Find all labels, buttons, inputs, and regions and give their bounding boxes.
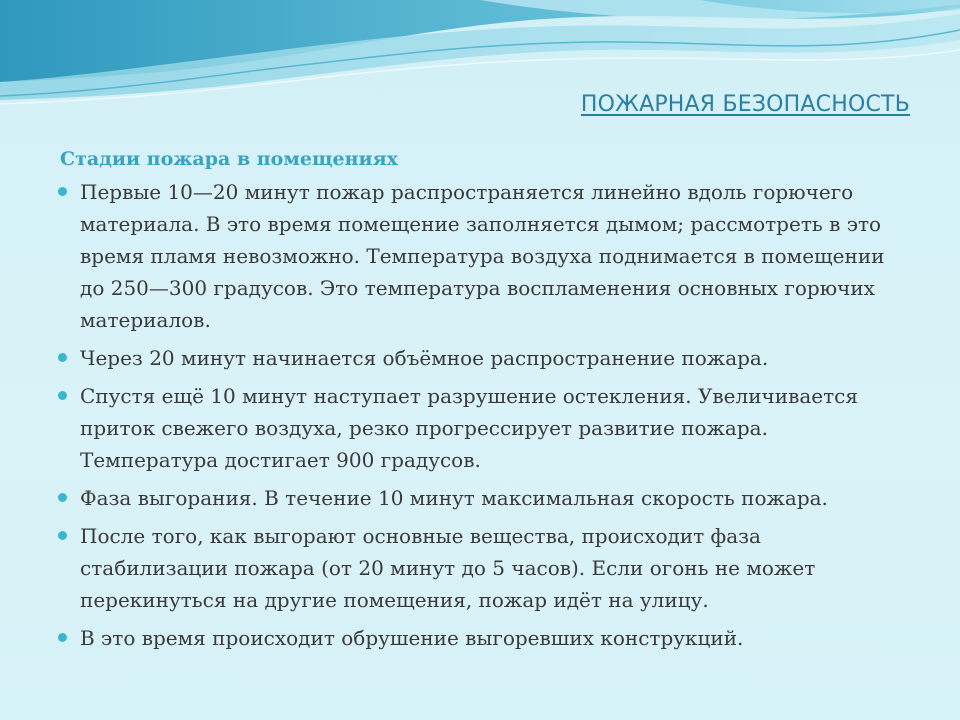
bullet-text: Фаза выгорания. В течение 10 минут максимальная скорость пожара. (80, 486, 828, 510)
bullet-text: В это время происходит обрушение выгоревших конструкций. (80, 626, 744, 650)
bullet-item (58, 342, 908, 374)
slide-content (58, 148, 908, 660)
bullet-item (58, 622, 908, 654)
bullet-item (58, 520, 908, 616)
bullet-dot-icon (58, 353, 67, 362)
bullet-item (58, 482, 908, 514)
bullet-list (58, 176, 908, 654)
bullet-text: После того, как выгорают основные вещества, происходит фаза стабилизации пожара (от 20 минут до 5 часов). Если огонь не может перекинуться на другие помещения, пожар идёт на улицу. (80, 524, 816, 612)
slide-subtitle: Стадии пожара в помещениях (60, 148, 398, 170)
slide-title: ПОЖАРНАЯ БЕЗОПАСНОСТЬ (580, 92, 910, 117)
bullet-item (58, 176, 908, 336)
bullet-dot-icon (58, 187, 67, 196)
bullet-text: Спустя ещё 10 минут наступает разрушение остекления. Увеличивается приток свежего воздуха, резко прогрессирует развитие пожара. Температура достигает 900 градусов. (80, 384, 858, 472)
bullet-dot-icon (58, 633, 67, 642)
bullet-text: Через 20 минут начинается объёмное распространение пожара. (80, 346, 769, 370)
bullet-text: Первые 10—20 минут пожар распространяется линейно вдоль горючего материала. В это время помещение заполняется дымом; рассмотреть в это время пламя невозможно. Температура воздуха поднимается в помещении до 250—300 градусов. Это температура воспламенения основных горючих материалов. (80, 180, 885, 332)
bullet-dot-icon (58, 531, 67, 540)
bullet-dot-icon (58, 391, 67, 400)
bullet-dot-icon (58, 493, 67, 502)
bullet-item (58, 380, 908, 476)
